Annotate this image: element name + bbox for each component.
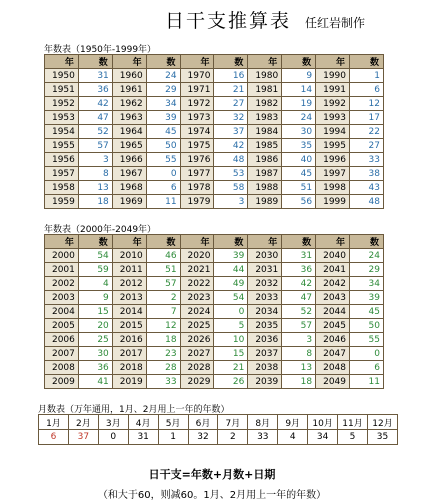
year-cell: 2012 [112,277,146,291]
number-cell: 52 [78,125,112,139]
number-cell: 57 [78,139,112,153]
year-cell: 2038 [248,361,282,375]
table-row [45,167,384,181]
year-cell: 2022 [180,277,214,291]
month-header: 6月 [188,415,218,430]
year-cell: 1956 [45,153,79,167]
year-cell: 2007 [45,347,79,361]
year-cell: 2004 [45,305,79,319]
table-row [45,69,384,83]
number-cell: 47 [78,111,112,125]
column-header: 年 [248,235,282,249]
year-cell: 1973 [180,111,214,125]
year-cell: 1994 [316,125,350,139]
month-header: 3月 [98,415,128,430]
number-cell: 22 [350,125,384,139]
year-cell: 2003 [45,291,79,305]
number-cell: 23 [146,347,180,361]
year-cell: 1952 [45,97,79,111]
number-cell: 28 [146,361,180,375]
column-header: 数 [78,235,112,249]
number-cell: 0 [146,167,180,181]
number-cell: 27 [214,97,248,111]
year-cell: 2033 [248,291,282,305]
number-cell: 20 [78,319,112,333]
number-cell: 9 [282,69,316,83]
number-cell: 1 [350,69,384,83]
number-cell: 39 [214,249,248,263]
number-cell: 45 [282,167,316,181]
year-cell: 2019 [112,375,146,389]
number-cell: 6 [350,83,384,97]
number-cell: 51 [146,263,180,277]
year-cell: 1966 [112,153,146,167]
number-cell: 50 [146,139,180,153]
year-cell: 1970 [180,69,214,83]
number-cell: 33 [146,375,180,389]
number-cell: 8 [78,167,112,181]
year-table-2000-2049 [44,234,384,389]
number-cell: 12 [350,97,384,111]
month-value-cell: 31 [128,430,158,445]
year-cell: 2034 [248,305,282,319]
formula-note: （和大于60，则减60。1月、2月用上一年的年数） [97,490,327,501]
number-cell: 8 [282,347,316,361]
number-cell: 55 [350,333,384,347]
number-cell: 0 [214,305,248,319]
year-cell: 2008 [45,361,79,375]
month-header: 4月 [128,415,158,430]
number-cell: 21 [214,361,248,375]
year-cell: 1976 [180,153,214,167]
number-cell: 24 [146,69,180,83]
number-cell: 30 [282,125,316,139]
number-cell: 58 [214,181,248,195]
column-header: 年 [180,235,214,249]
year-cell: 2015 [112,319,146,333]
year-cell: 1961 [112,83,146,97]
number-cell: 7 [146,305,180,319]
year-cell: 1969 [112,195,146,209]
year-table-1950-1999 [44,54,384,209]
number-cell: 15 [78,305,112,319]
column-header: 年 [180,55,214,69]
number-cell: 37 [214,125,248,139]
column-header: 数 [214,55,248,69]
month-value-cell: 6 [39,430,69,445]
column-header: 数 [282,235,316,249]
table-row [45,125,384,139]
number-cell: 24 [282,111,316,125]
number-cell: 13 [282,361,316,375]
number-cell: 51 [282,181,316,195]
year-cell: 2036 [248,333,282,347]
number-cell: 39 [350,291,384,305]
number-cell: 29 [146,83,180,97]
month-header: 12月 [367,415,397,430]
year-cell: 2039 [248,375,282,389]
table-row [45,263,384,277]
year-cell: 1983 [248,111,282,125]
year-cell: 2029 [180,375,214,389]
year-cell: 1998 [316,181,350,195]
year-cell: 2040 [316,249,350,263]
number-cell: 48 [214,153,248,167]
year-cell: 2047 [316,347,350,361]
column-header: 年 [112,55,146,69]
year-cell: 2014 [112,305,146,319]
number-cell: 48 [350,195,384,209]
number-cell: 2 [146,291,180,305]
number-cell: 46 [146,249,180,263]
number-cell: 27 [350,139,384,153]
month-header: 11月 [338,415,368,430]
month-header: 2月 [68,415,98,430]
number-cell: 38 [350,167,384,181]
number-cell: 59 [78,263,112,277]
column-header: 年 [45,235,79,249]
year-cell: 1978 [180,181,214,195]
month-value-cell: 37 [68,430,98,445]
year-cell: 1950 [45,69,79,83]
table-row [45,97,384,111]
year-cell: 2032 [248,277,282,291]
month-table-caption: 月数表（万年通用，1月、2月用上一年的年数） [38,405,230,415]
year-cell: 1984 [248,125,282,139]
year-cell: 2030 [248,249,282,263]
number-cell: 31 [282,249,316,263]
number-cell: 45 [350,305,384,319]
table-row [45,361,384,375]
number-cell: 55 [146,153,180,167]
year-cell: 1975 [180,139,214,153]
month-value-cell: 1 [158,430,188,445]
number-cell: 47 [282,291,316,305]
column-header: 数 [146,55,180,69]
year-cell: 1997 [316,167,350,181]
year-cell: 1954 [45,125,79,139]
month-value-cell: 0 [98,430,128,445]
number-cell: 15 [214,347,248,361]
title-bar [0,4,424,38]
year-cell: 1953 [45,111,79,125]
number-cell: 18 [282,375,316,389]
month-value-cell: 32 [188,430,218,445]
number-cell: 49 [214,277,248,291]
number-cell: 33 [350,153,384,167]
year-cell: 1993 [316,111,350,125]
year-cell: 1951 [45,83,79,97]
year-cell: 1967 [112,167,146,181]
column-header: 年 [45,55,79,69]
year-cell: 2025 [180,319,214,333]
number-cell: 12 [146,319,180,333]
number-cell: 40 [282,153,316,167]
month-header: 5月 [158,415,188,430]
number-cell: 9 [78,291,112,305]
year-cell: 1991 [316,83,350,97]
year-cell: 1985 [248,139,282,153]
year-cell: 2010 [112,249,146,263]
column-header: 数 [282,55,316,69]
number-cell: 50 [350,319,384,333]
year-cell: 2013 [112,291,146,305]
year-cell: 2017 [112,347,146,361]
year-cell: 2005 [45,319,79,333]
author-label: 任红岩制作 [305,16,366,30]
year-cell: 1964 [112,125,146,139]
number-cell: 25 [78,333,112,347]
number-cell: 3 [282,333,316,347]
year-cell: 1965 [112,139,146,153]
year-cell: 1959 [45,195,79,209]
year-cell: 1955 [45,139,79,153]
table-row [45,291,384,305]
number-cell: 19 [282,97,316,111]
number-cell: 11 [350,375,384,389]
number-cell: 29 [350,263,384,277]
year-cell: 1958 [45,181,79,195]
number-cell: 5 [214,319,248,333]
year-cell: 1971 [180,83,214,97]
column-header: 数 [78,55,112,69]
month-header: 9月 [278,415,308,430]
number-cell: 57 [282,319,316,333]
month-value-cell: 33 [248,430,278,445]
number-cell: 56 [282,195,316,209]
year-cell: 1962 [112,97,146,111]
number-cell: 6 [350,361,384,375]
number-cell: 16 [214,69,248,83]
number-cell: 39 [146,111,180,125]
table-row [45,83,384,97]
table-row [45,375,384,389]
year-cell: 1957 [45,167,79,181]
number-cell: 53 [214,167,248,181]
table-row [45,139,384,153]
year-cell: 2002 [45,277,79,291]
number-cell: 54 [78,249,112,263]
number-cell: 0 [350,347,384,361]
year-cell: 1999 [316,195,350,209]
month-header: 10月 [308,415,338,430]
year-cell: 2037 [248,347,282,361]
column-header: 年 [112,235,146,249]
table-row [45,333,384,347]
number-cell: 26 [214,375,248,389]
number-cell: 36 [78,83,112,97]
table-row [45,195,384,209]
year-cell: 2044 [316,305,350,319]
table-row [45,305,384,319]
year-cell: 1968 [112,181,146,195]
table1-caption: 年数表（1950年-1999年） [44,45,157,55]
year-cell: 2021 [180,263,214,277]
year-cell: 2043 [316,291,350,305]
year-cell: 1986 [248,153,282,167]
year-cell: 1980 [248,69,282,83]
number-cell: 21 [214,83,248,97]
year-cell: 2020 [180,249,214,263]
year-cell: 2041 [316,263,350,277]
month-table [38,414,398,445]
year-cell: 2046 [316,333,350,347]
number-cell: 4 [78,277,112,291]
number-cell: 30 [78,347,112,361]
year-cell: 1981 [248,83,282,97]
number-cell: 36 [78,361,112,375]
column-header: 数 [350,235,384,249]
number-cell: 10 [214,333,248,347]
year-cell: 2048 [316,361,350,375]
year-cell: 2028 [180,361,214,375]
year-cell: 2027 [180,347,214,361]
number-cell: 54 [214,291,248,305]
year-cell: 1988 [248,181,282,195]
year-cell: 1987 [248,167,282,181]
number-cell: 3 [214,195,248,209]
number-cell: 43 [350,181,384,195]
year-cell: 2042 [316,277,350,291]
year-cell: 1979 [180,195,214,209]
table-row [45,249,384,263]
column-header: 数 [146,235,180,249]
table-row [45,319,384,333]
table-row [45,347,384,361]
number-cell: 17 [350,111,384,125]
number-cell: 42 [214,139,248,153]
month-value-cell: 5 [338,430,368,445]
year-cell: 2016 [112,333,146,347]
table-row [45,181,384,195]
page-title: 日干支推算表 [165,10,292,32]
year-cell: 2001 [45,263,79,277]
number-cell: 42 [282,277,316,291]
year-cell: 2026 [180,333,214,347]
month-value-cell: 34 [308,430,338,445]
formula-text: 日干支=年数+月数+日期 [148,468,276,481]
number-cell: 45 [146,125,180,139]
number-cell: 57 [146,277,180,291]
year-cell: 2024 [180,305,214,319]
month-header: 1月 [39,415,69,430]
column-header: 年 [316,235,350,249]
year-cell: 1972 [180,97,214,111]
year-cell: 1992 [316,97,350,111]
year-cell: 2018 [112,361,146,375]
year-cell: 1995 [316,139,350,153]
number-cell: 11 [146,195,180,209]
month-header: 8月 [248,415,278,430]
number-cell: 14 [282,83,316,97]
table-row [45,277,384,291]
year-cell: 1977 [180,167,214,181]
year-cell: 2023 [180,291,214,305]
year-cell: 2035 [248,319,282,333]
year-cell: 2011 [112,263,146,277]
table2-caption: 年数表（2000年-2049年） [44,225,157,235]
number-cell: 36 [282,263,316,277]
year-cell: 1990 [316,69,350,83]
number-cell: 42 [78,97,112,111]
number-cell: 35 [282,139,316,153]
year-cell: 1960 [112,69,146,83]
number-cell: 6 [146,181,180,195]
number-cell: 34 [350,277,384,291]
year-cell: 1989 [248,195,282,209]
year-cell: 1974 [180,125,214,139]
month-header: 7月 [218,415,248,430]
year-cell: 2000 [45,249,79,263]
number-cell: 32 [214,111,248,125]
column-header: 年 [248,55,282,69]
year-cell: 1996 [316,153,350,167]
year-cell: 2006 [45,333,79,347]
month-value-cell: 35 [367,430,397,445]
number-cell: 24 [350,249,384,263]
year-cell: 2009 [45,375,79,389]
number-cell: 31 [78,69,112,83]
column-header: 年 [316,55,350,69]
number-cell: 18 [78,195,112,209]
year-cell: 2031 [248,263,282,277]
number-cell: 52 [282,305,316,319]
table-row [45,111,384,125]
number-cell: 44 [214,263,248,277]
year-cell: 1982 [248,97,282,111]
month-value-cell: 2 [218,430,248,445]
month-value-cell: 4 [278,430,308,445]
column-header: 数 [214,235,248,249]
year-cell: 2049 [316,375,350,389]
table-row [45,153,384,167]
year-cell: 2045 [316,319,350,333]
year-cell: 1963 [112,111,146,125]
number-cell: 13 [78,181,112,195]
number-cell: 3 [78,153,112,167]
number-cell: 18 [146,333,180,347]
number-cell: 41 [78,375,112,389]
number-cell: 34 [146,97,180,111]
column-header: 数 [350,55,384,69]
